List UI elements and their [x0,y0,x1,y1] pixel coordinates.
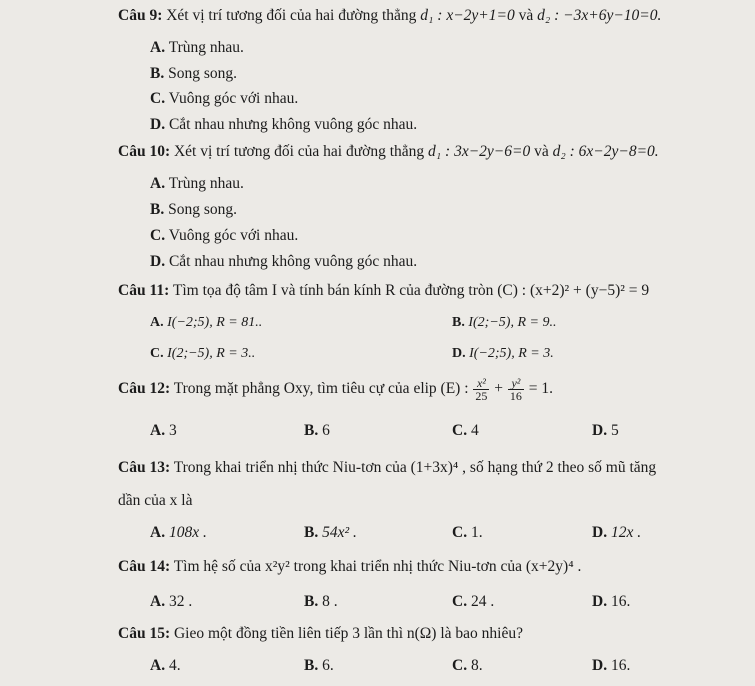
option-label: C. [452,657,468,674]
question-15 [118,624,523,644]
option-text: I(2;−5), R = 3.. [167,346,256,361]
option-c[interactable] [452,523,483,543]
question-13 [118,458,656,478]
option-d[interactable] [592,421,619,441]
option-label: A. [150,315,164,330]
question-label: Câu 9: [118,7,163,24]
option-c[interactable] [452,421,479,441]
option-a[interactable] [150,38,244,58]
option-b[interactable] [304,421,330,441]
option-label: B. [304,422,319,439]
question-label: Câu 13: [118,459,171,476]
question-14 [118,557,581,577]
option-text: 5 [610,422,619,439]
equation-end: = 1. [528,380,554,397]
option-label: B. [304,657,319,674]
question-text-continued: dần của x là [118,492,193,509]
question-text: Xét vị trí tương đối của hai đường thẳng [166,7,417,24]
option-c[interactable] [452,656,483,676]
option-a[interactable] [150,592,192,612]
option-text: Vuông góc với nhau. [168,90,299,107]
option-d[interactable] [452,344,554,364]
option-label: C. [452,524,468,541]
option-c[interactable] [150,344,255,364]
question-10 [118,142,659,162]
option-a[interactable] [150,313,262,333]
option-text: 8 . [322,593,338,610]
option-text: 108x . [168,524,207,541]
option-b[interactable] [452,313,556,333]
frac-denominator: 25 [475,388,488,403]
question-label: Câu 15: [118,625,171,642]
option-text: Trùng nhau. [168,39,244,56]
option-b[interactable] [150,64,237,84]
option-text: 3 [168,422,177,439]
question-text: Tìm hệ số của x²y² trong khai triển nhị thức Niu-tơn của (x+2y)⁴ . [173,558,582,575]
option-label: A. [150,175,166,192]
option-label: B. [150,201,165,218]
option-label: A. [150,422,166,439]
line-d1: d₁ : 3x−2y−6=0 [428,143,531,160]
option-d[interactable] [592,523,641,543]
option-text: I(−2;5), R = 81.. [167,315,263,330]
question-text: Trong mặt phẳng Oxy, tìm tiêu cự của elip (E) : [173,380,469,397]
option-text: I(−2;5), R = 3. [469,346,554,361]
option-text: I(2;−5), R = 9.. [468,315,557,330]
option-text: Cắt nhau nhưng không vuông góc nhau. [168,253,418,270]
option-text: 32 . [168,593,193,610]
option-label: B. [452,315,465,330]
option-text: 54x² . [322,524,357,541]
option-text: 24 . [470,593,495,610]
option-b[interactable] [150,200,237,220]
option-label: C. [150,90,166,107]
question-label: Câu 10: [118,143,171,160]
option-text: 4. [168,657,181,674]
option-text: 16. [610,593,631,610]
line-d2: d₂ : −3x+6y−10=0. [537,7,662,24]
option-text: 8. [470,657,483,674]
option-a[interactable] [150,523,207,543]
option-b[interactable] [304,656,334,676]
option-text: Vuông góc với nhau. [168,227,299,244]
option-a[interactable] [150,421,177,441]
question-text: Tìm tọa độ tâm I và tính bán kính R của đường tròn (C) : (x+2)² + (y−5)² = 9 [172,282,650,299]
frac-denominator: 16 [509,388,522,403]
option-text: 16. [610,657,631,674]
line-d1: d₁ : x−2y+1=0 [420,7,515,24]
option-label: A. [150,593,166,610]
line-d2: d₂ : 6x−2y−8=0. [552,143,659,160]
option-label: C. [452,422,468,439]
option-label: D. [452,346,466,361]
option-a[interactable] [150,174,244,194]
option-text: 1. [470,524,483,541]
option-text: Song song. [168,201,237,218]
option-label: A. [150,524,166,541]
option-c[interactable] [150,89,298,109]
option-d[interactable] [150,252,417,272]
conjunction: và [518,7,534,24]
option-text: Cắt nhau nhưng không vuông góc nhau. [168,116,418,133]
question-label: Câu 14: [118,558,171,575]
option-label: D. [592,593,608,610]
option-b[interactable] [304,592,338,612]
option-c[interactable] [452,592,494,612]
ellipse-fraction-x [473,377,489,402]
plus-sign: + [494,380,504,397]
option-text: 4 [470,422,479,439]
question-text: Xét vị trí tương đối của hai đường thẳng [173,143,425,160]
option-text: 6 [322,422,330,439]
option-b[interactable] [304,523,357,543]
option-a[interactable] [150,656,181,676]
option-label: C. [452,593,468,610]
option-label: D. [592,524,608,541]
frac-numerator: x² [473,377,489,390]
question-label: Câu 11: [118,282,170,299]
option-label: D. [150,253,166,270]
question-text: Gieo một đồng tiền liên tiếp 3 lần thì n(Ω) là bao nhiêu? [173,625,523,642]
option-label: B. [304,593,319,610]
question-9 [118,6,661,26]
option-label: A. [150,657,166,674]
option-d[interactable] [150,115,417,135]
option-c[interactable] [150,226,298,246]
option-label: D. [150,116,166,133]
question-text: Trong khai triển nhị thức Niu-tơn của (1+3x)⁴ , số hạng thứ 2 theo số mũ tăng [173,459,657,476]
question-label: Câu 12: [118,380,171,397]
option-label: D. [592,657,608,674]
option-text: Trùng nhau. [168,175,244,192]
option-label: D. [592,422,608,439]
ellipse-fraction-y [508,377,524,402]
option-d[interactable] [592,656,630,676]
option-text: Song song. [168,65,237,82]
option-text: 6. [322,657,334,674]
option-label: C. [150,227,166,244]
option-text: 12x . [610,524,642,541]
conjunction: và [534,143,549,160]
option-label: B. [150,65,165,82]
frac-numerator: y² [508,377,524,390]
question-13-line-2 [118,491,192,511]
question-11 [118,281,649,301]
question-12 [118,374,553,404]
option-d[interactable] [592,592,630,612]
option-label: C. [150,346,164,361]
option-label: A. [150,39,166,56]
option-label: B. [304,524,319,541]
